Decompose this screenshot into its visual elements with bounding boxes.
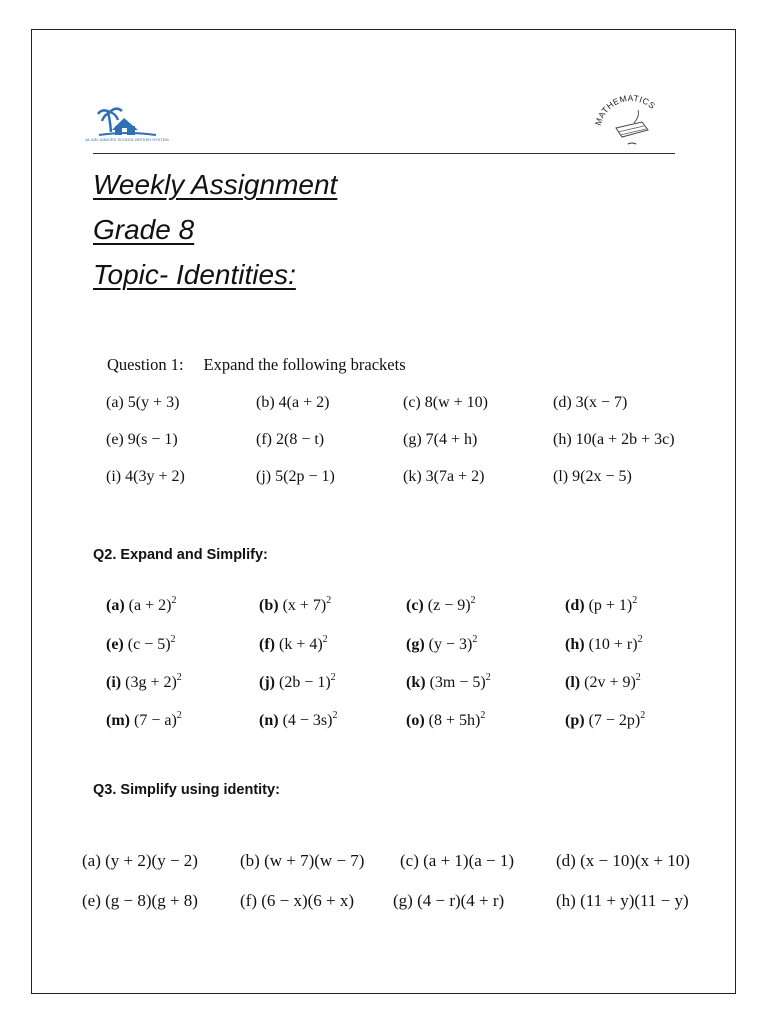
q1-item-e: (e) 9(s − 1) — [106, 431, 178, 448]
q2-item-d: (d) $(p + 1)^2$ — [565, 595, 638, 614]
q2-item-e: (e) $(c - 5)^2$ — [106, 634, 176, 653]
q2-item-a: (a) $(a + 2)^2$ — [106, 595, 177, 614]
q1-item-b: (b) 4(a + 2) — [256, 394, 330, 411]
q1-number: Question 1: — [107, 355, 184, 374]
school-logo-icon — [85, 102, 169, 148]
q1-item-d: (d) 3(x − 7) — [553, 394, 628, 411]
q3-item-f: (f) (6 − x)(6 + x) — [240, 891, 355, 910]
svg-text:MATHEMATICS — [593, 93, 658, 127]
topic-heading: Topic- Identities: — [93, 259, 296, 290]
q3-item-h: (h) (11 + y)(11 − y) — [556, 891, 689, 910]
q1-item-g: (g) 7(4 + h) — [403, 431, 478, 448]
q2-item-i: (i) $(3g + 2)^2$ — [106, 672, 182, 691]
q1-item-i: (i) 4(3y + 2) — [106, 468, 185, 485]
q1-item-j: (j) 5(2p − 1) — [256, 468, 335, 485]
q3-heading: Q3. Simplify using identity: — [93, 782, 280, 798]
q3-item-g: (g) (4 − r)(4 + r) — [393, 891, 505, 910]
mathematics-badge-icon — [592, 92, 670, 150]
q2-item-h: (h) $(10 + r)^2$ — [565, 634, 643, 653]
q2-item-j: (j) $(2b - 1)^2$ — [259, 672, 336, 691]
q2-item-c: (c) $(z - 9)^2$ — [406, 595, 476, 614]
mathematics-badge-text: MATHEMATICS — [592, 92, 658, 127]
q2-item-n: (n) $(4 - 3s)^2$ — [259, 710, 338, 729]
header-divider — [93, 153, 675, 154]
q1-item-a: (a) 5(y + 3) — [106, 394, 180, 411]
q2-item-f: (f) $(k + 4)^2$ — [259, 634, 328, 653]
q2-item-o: (o) $(8 + 5h)^2$ — [406, 710, 486, 729]
q1-item-l: (l) 9(2x − 5) — [553, 468, 632, 485]
q1-item-h: (h) 10(a + 2b + 3c) — [553, 431, 675, 448]
q2-heading: Q2. Expand and Simplify: — [93, 547, 268, 563]
q2-item-m: (m) $(7 - a)^2$ — [106, 710, 182, 729]
q3-item-e: (e) (g − 8)(g + 8) — [82, 891, 198, 910]
school-logo-text: AL AIN JUNIORS SCHOOL BRITISH SYSTEM — [85, 137, 169, 142]
q3-item-a: (a) (y + 2)(y − 2) — [82, 851, 198, 870]
q3-item-d: (d) (x − 10)(x + 10) — [556, 851, 690, 870]
q1-instruction: Expand the following brackets — [203, 355, 406, 374]
q2-item-l: (l) $(2v + 9)^2$ — [565, 672, 641, 691]
q3-item-b: (b) (w + 7)(w − 7) — [240, 851, 365, 870]
q1-item-c: (c) 8(w + 10) — [403, 394, 488, 411]
q2-item-p: (p) $(7 - 2p)^2$ — [565, 710, 646, 729]
q1-item-k: (k) 3(7a + 2) — [403, 468, 485, 485]
q2-item-b: (b) $(x + 7)^2$ — [259, 595, 332, 614]
grade-heading: Grade 8 — [93, 214, 195, 245]
q2-item-k: (k) $(3m - 5)^2$ — [406, 672, 491, 691]
page-title: Weekly Assignment — [93, 169, 338, 200]
q2-item-g: (g) $(y - 3)^2$ — [406, 634, 478, 653]
q1-heading — [107, 355, 406, 375]
q1-item-f: (f) 2(8 − t) — [256, 431, 325, 448]
q3-item-c: (c) (a + 1)(a − 1) — [400, 851, 515, 870]
